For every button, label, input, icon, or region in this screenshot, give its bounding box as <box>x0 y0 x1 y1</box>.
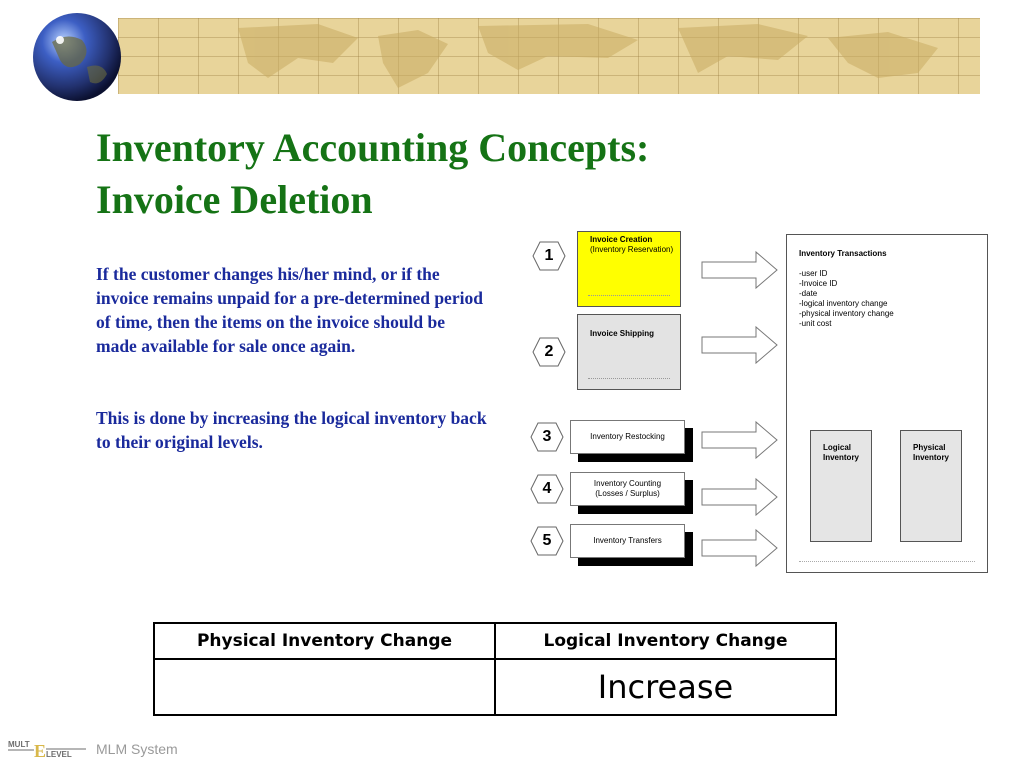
step-number-2: 2 <box>544 343 554 360</box>
arrow-right-icon <box>700 250 780 290</box>
inventory-transfers-label: Inventory Transfers <box>593 536 662 545</box>
table-row <box>154 659 836 715</box>
transaction-field: -logical inventory change <box>799 299 888 308</box>
title-line-1: Inventory Accounting Concepts: <box>96 125 650 170</box>
invoice-creation-subtitle: (Inventory Reservation) <box>590 245 674 254</box>
table-header-row <box>154 623 836 659</box>
arrow-right-icon <box>700 528 780 568</box>
footer-label: MLM System <box>96 741 178 757</box>
logical-inventory-box <box>810 430 872 542</box>
physical-change-cell <box>154 659 495 715</box>
arrow-right-icon <box>700 477 780 517</box>
inventory-counting-sublabel: (Losses / Surplus) <box>595 489 660 498</box>
step-number-5: 5 <box>542 532 552 549</box>
logical-change-header: Logical Inventory Change <box>495 623 836 659</box>
arrow-right-icon <box>700 420 780 460</box>
transaction-field: -Invoice ID <box>799 279 838 288</box>
invoice-creation-box <box>577 231 681 307</box>
arrow-right-icon <box>700 325 780 365</box>
invoice-shipping-box <box>577 314 681 390</box>
inventory-transactions-title: Inventory Transactions <box>799 249 887 258</box>
svg-text:E: E <box>34 741 47 760</box>
svg-text:MULT: MULT <box>8 740 30 749</box>
transaction-field: -physical inventory change <box>799 309 894 318</box>
paragraph-1: If the customer changes his/her mind, or if the invoice remains unpaid for a pre-determined period of time, then the items on the invoice should be made available for sale once again. <box>96 264 483 356</box>
step-number-3: 3 <box>542 428 552 445</box>
transaction-field: -unit cost <box>799 319 832 328</box>
logical-change-cell: Increase <box>495 659 836 715</box>
physical-change-header: Physical Inventory Change <box>154 623 495 659</box>
title-line-2: Invoice Deletion <box>96 177 373 222</box>
step-number-4: 4 <box>542 480 552 497</box>
transaction-field: -user ID <box>799 269 828 278</box>
inventory-counting-label: Inventory Counting <box>593 479 662 488</box>
physical-inventory-label: Physical <box>913 443 946 452</box>
invoice-shipping-title: Invoice Shipping <box>590 329 655 338</box>
invoice-creation-title: Invoice Creation <box>590 235 653 244</box>
physical-inventory-box <box>900 430 962 542</box>
logical-inventory-label: Logical <box>823 443 852 452</box>
inventory-restocking-box <box>570 420 685 454</box>
step-number-1: 1 <box>544 247 554 264</box>
transaction-field: -date <box>799 289 818 298</box>
inventory-transfers-box <box>570 524 685 558</box>
physical-inventory-label: Inventory <box>913 453 950 462</box>
multilevel-logo <box>8 738 88 760</box>
paragraph-2: This is done by increasing the logical inventory back to their original levels. <box>96 408 487 452</box>
logical-inventory-label: Inventory <box>823 453 860 462</box>
inventory-restocking-label: Inventory Restocking <box>590 432 665 441</box>
inventory-counting-box <box>570 472 685 506</box>
inventory-change-table <box>153 622 837 716</box>
svg-text:LEVEL: LEVEL <box>46 750 72 759</box>
